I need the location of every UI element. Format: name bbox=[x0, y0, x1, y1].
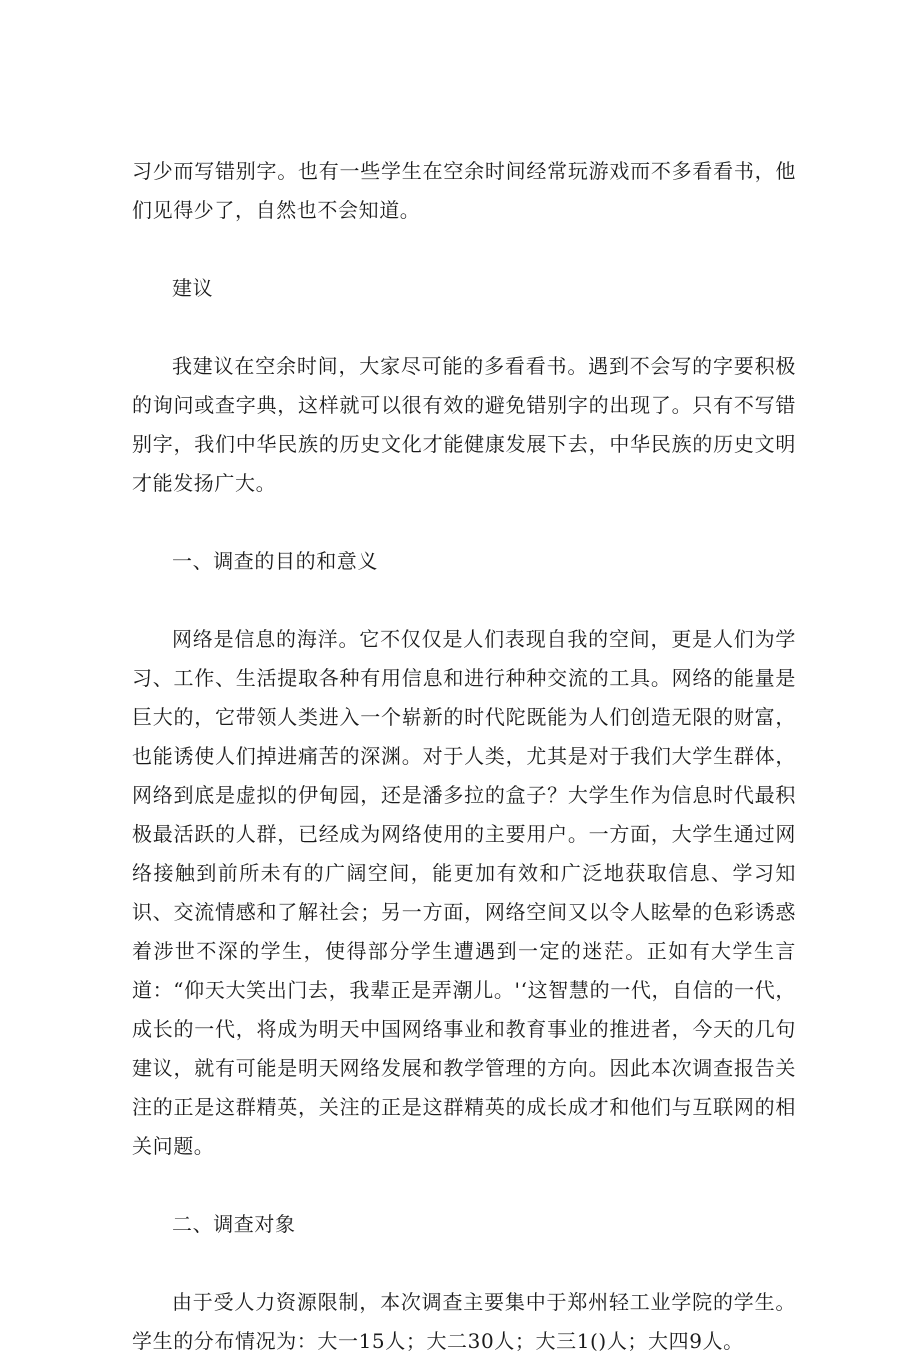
suggestion-paragraph: 我建议在空余时间，大家尽可能的多看看书。遇到不会写的字要积极的询问或查字典，这样就可以很有效的避免错别字的出现了。只有不写错别字，我们中华民族的历史文化才能健康发展下去，中华民族的历史文明才能发扬广大。 bbox=[132, 354, 796, 495]
section1-paragraph: 网络是信息的海洋。它不仅仅是人们表现自我的空间，更是人们为学习、工作、生活提取各种有用信息和进行种种交流的工具。网络的能量是巨大的，它带领人类进入一个崭新的时代陀既能为人们创造无限的财富，也能诱使人们掉进痛苦的深渊。对于人类，尤其是对于我们大学生群体，网络到底是虚拟的伊甸园，还是潘多拉的盒子？大学生作为信息时代最积极最活跃的人群，已经成为网络使用的主要用户。一方面，大学生通过网络接触到前所未有的广阔空间，能更加有效和广泛地获取信息、学习知识、交流情感和了解社会；另一方面，网络空间又以令人眩晕的色彩诱惑着涉世不深的学生，使得部分学生遭遇到一定的迷茫。正如有大学生言道：“仰天大笑出门去，我辈正是弄潮儿。'‘这智慧的一代，自信的一代，成长的一代，将成为明天中国网络事业和教育事业的推进者，今天的几句建议，就有可能是明天网络发展和教学管理的方向。因此本次调查报告关注的正是这群精英，关注的正是这群精英的成长成才和他们与互联网的相关问题。 bbox=[132, 627, 796, 1158]
document-page bbox=[132, 152, 796, 1361]
section2-paragraph: 由于受人力资源限制，本次调查主要集中于郑州轻工业学院的学生。学生的分布情况为：大一15人；大二30人；大三1()人；大四9人。 bbox=[132, 1290, 796, 1353]
section1-heading: 一、调查的目的和意义 bbox=[172, 549, 378, 573]
section2-heading: 二、调查对象 bbox=[172, 1212, 296, 1236]
intro-continuation-paragraph: 习少而写错别字。也有一些学生在空余时间经常玩游戏而不多看看书，他们见得少了，自然也不会知道。 bbox=[132, 159, 796, 222]
suggestion-heading: 建议 bbox=[172, 276, 214, 300]
